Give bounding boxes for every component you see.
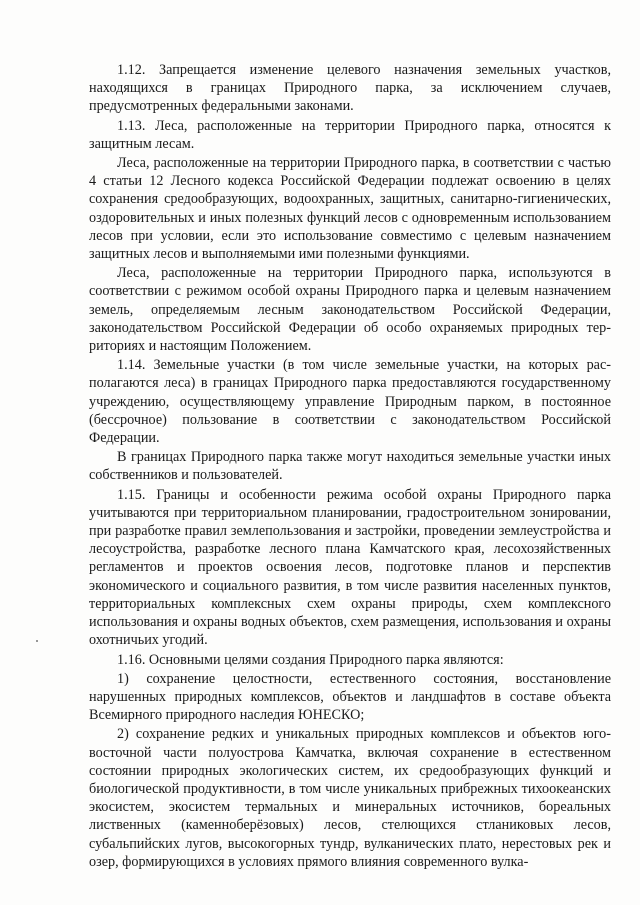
- list-item-2: 2) сохранение редких и уникальных природных комплексов и объектов юго-восточной части полуострова Камчатка, включая сохранение в естественном состоянии природных экологических систем, их средообразующих функций и биологической продуктивности, в том числе уникальных прибрежных тихоокеанских экосистем, экосистем термальных и минеральных источников, бореальных лиственных (каменноберёзовых) лесов, стелющихся стланиковых лесов, субальпийских лугов, высокогорных тундр, вулканических плато, нерестовых рек и озер, формирующихся в условиях прямого влияния современного вулка-: [89, 726, 611, 870]
- paragraph-1-15: 1.15. Границы и особенности режима особой охраны Природного парка учитываются при территориальном планировании, градостроительном зонировании, при разработке правил землепользования и застройки, проведении землеустройства и лесоустройства, разработке лесного плана Камчатского края, лесохозяйственных регламентов и проектов освоения лесов, подготовке планов и перспектив экономического и социального развития, в том числе развития населенных пунктов, территориальных комплексных схем охраны природы, схем комплексного использования и охраны водных объектов, схем размещения, использования и охраны охотничьих угодий.: [89, 486, 611, 649]
- paragraph-forest-development: Леса, расположенные на территории Природного парка, в соответствии с частью 4 статьи 12 Лесного кодекса Российской Федерации подлежат освоению в целях сохранения средообразующих, водоохранных, защитных, санитарно-гигиенических, оздоровительных и иных полезных функций лесов с одновременным использованием лесов при условии, если это использование совместимо с целевым назначением защитных лесов и выполняемыми ими полезными функциями.: [89, 155, 611, 263]
- paragraph-1-13: 1.13. Леса, расположенные на территории Природного парка, относятся к защитным лесам.: [89, 117, 611, 152]
- paragraph-1-16: 1.16. Основными целями создания Природного парка являются:: [117, 651, 504, 668]
- list-item-1: 1) сохранение целостности, естественного состояния, восстановление нарушенных природных комплексов, объектов и ландшафтов в составе объекта Всемирного природного наследия ЮНЕСКО;: [89, 670, 611, 724]
- scan-speck: [36, 640, 38, 642]
- paragraph-other-owners: В границах Природного парка также могут находиться земельные участки иных собственников и пользователей.: [89, 449, 611, 484]
- paragraph-forest-usage: Леса, расположенные на территории Природного парка, используются в соответствии с режимом особой охраны Природного парка и целевым назначением земель, определяемым лесным законодательством Российской Федерации, законодательством Российской Федерации об особо охраняемых природных территориях и настоящим Положением.: [89, 265, 611, 355]
- paragraph-1-14: 1.14. Земельные участки (в том числе земельные участки, на которых располагаются леса) в границах Природного парка предоставляются государственному учреждению, осуществляющему управление Природным парком, в постоянное (бессрочное) пользование в соответствии с законодательством Российской Федерации.: [89, 357, 611, 447]
- document-body: [89, 61, 611, 871]
- paragraph-1-12: 1.12. Запрещается изменение целевого назначения земельных участков, находящихся в границах Природного парка, за исключением случаев, предусмотренных федеральными законами.: [89, 62, 611, 115]
